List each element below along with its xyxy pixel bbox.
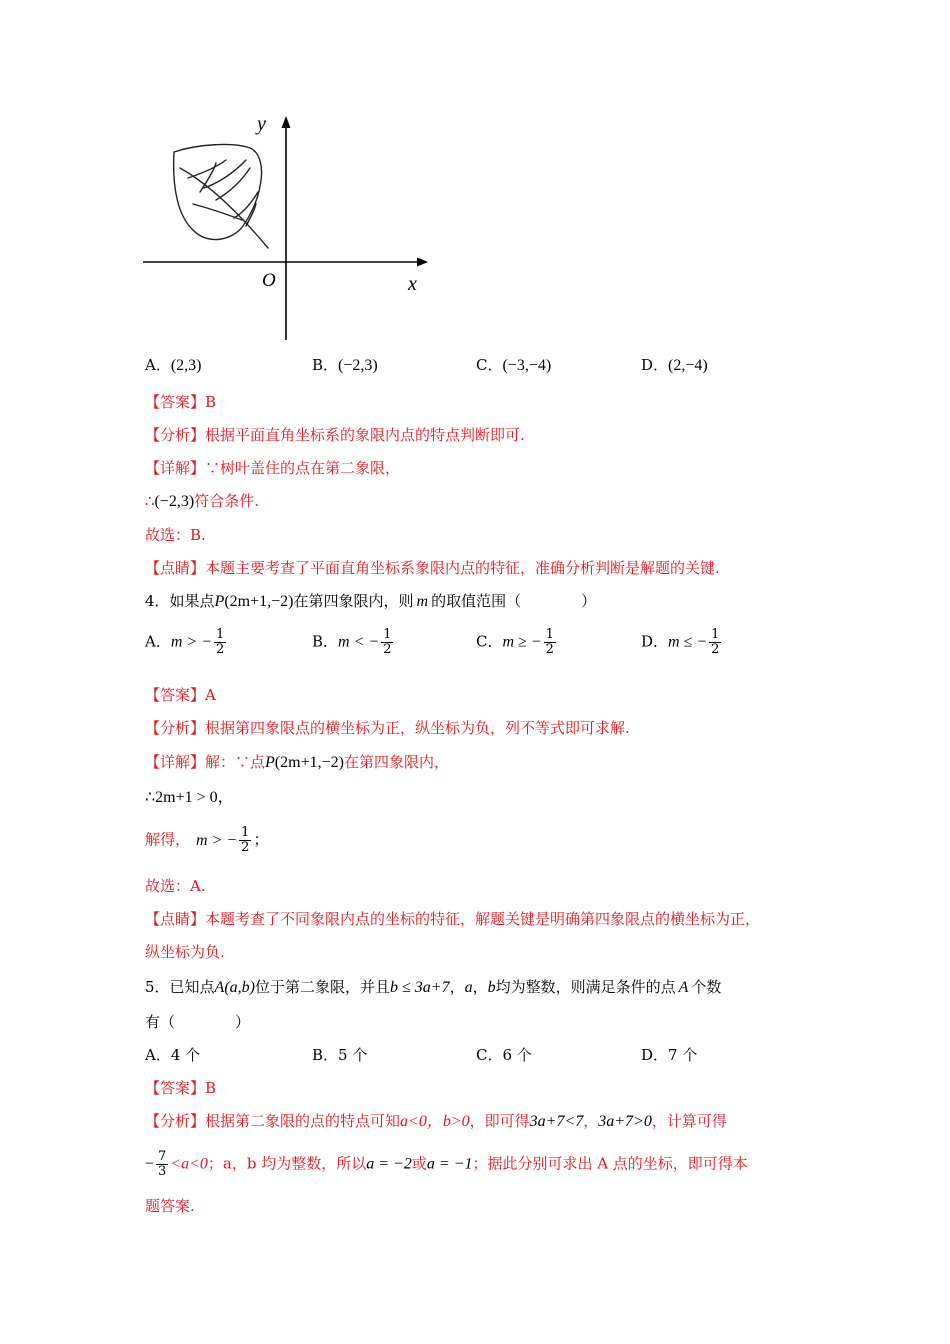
- origin-label: O: [262, 270, 276, 291]
- q5-option-d[interactable]: D．7 个: [641, 1046, 698, 1064]
- q3-choose: 故选：B.: [145, 526, 206, 544]
- q3-analysis: 【分析】根据平面直角坐标系的象限内点的特点判断即可.: [145, 426, 525, 444]
- q5-stem-line1: 5．已知点A(a,b)位于第二象限，并且b ≤ 3a+7，a，b均为整数，则满足条件的点 A 个数: [145, 978, 722, 996]
- q5-option-c[interactable]: C．6 个: [476, 1046, 532, 1064]
- q5-stem-line2: 有（ ）: [145, 1013, 251, 1031]
- q4-option-b[interactable]: B．m < − $\frac{1}{2}$: [312, 627, 392, 657]
- q4-stem: 4．如果点P(2m+1,−2)在第四象限内，则 m 的取值范围（ ）: [145, 592, 597, 610]
- q3-therefore: ∴(−2,3)符合条件.: [145, 492, 260, 510]
- q5-analysis-line3: 题答案.: [145, 1197, 195, 1215]
- fraction: $\frac{7}{3}$: [158, 1149, 167, 1179]
- q4-answer: 【答案】A: [145, 686, 216, 704]
- q4-analysis: 【分析】根据第四象限点的横坐标为正，纵坐标为负，列不等式即可求解.: [145, 719, 630, 737]
- q3-option-d[interactable]: D．(2,−4): [641, 356, 708, 374]
- q3-detail: 【详解】∵树叶盖住的点在第二象限，: [145, 459, 401, 477]
- fraction: $\frac{1}{2}$: [383, 627, 392, 657]
- fraction: $\frac{1}{2}$: [711, 627, 720, 657]
- q4-comment-line1: 【点睛】本题考查了不同象限内点的坐标的特征，解题关键是明确第四象限点的横坐标为正，: [145, 910, 761, 928]
- y-axis-label: y: [257, 113, 266, 135]
- q3-comment: 【点睛】本题主要考查了平面直角坐标系象限内点的特征，准确分析判断是解题的关键.: [145, 559, 720, 577]
- x-axis-label: x: [408, 273, 417, 295]
- fraction: $\frac{1}{2}$: [216, 627, 225, 657]
- q4-option-d[interactable]: D．m ≤ − $\frac{1}{2}$: [641, 627, 720, 657]
- q4-inequality: ∴2m+1 > 0，: [145, 789, 234, 806]
- q5-answer: 【答案】B: [145, 1079, 217, 1097]
- q5-option-b[interactable]: B．5 个: [312, 1046, 368, 1064]
- q4-comment-line2: 纵坐标为负.: [145, 943, 225, 961]
- q3-answer: 【答案】B: [145, 393, 217, 411]
- fraction: $\frac{1}{2}$: [241, 825, 250, 855]
- q4-option-a[interactable]: A．m > − $\frac{1}{2}$: [145, 627, 225, 657]
- q4-option-c[interactable]: C．m ≥ − $\frac{1}{2}$: [476, 627, 554, 657]
- q5-analysis-line2: − $\frac{7}{3}$ <a<0；a，b 均为整数，所以a = −2或a = −1；据此分别可求出 A 点的坐标，即可得本: [145, 1149, 748, 1179]
- leaf-drawing: [174, 145, 268, 248]
- q3-option-a[interactable]: A．(2,3): [145, 356, 202, 374]
- y-axis: [282, 116, 291, 340]
- q4-solve: 解得， m > − $\frac{1}{2}$ ；: [145, 825, 269, 855]
- coordinate-figure: [138, 108, 438, 348]
- q3-option-b[interactable]: B．(−2,3): [312, 356, 378, 374]
- q3-option-c[interactable]: C．(−3,−4): [476, 356, 552, 374]
- q4-choose: 故选：A.: [145, 877, 206, 895]
- q5-option-a[interactable]: A．4 个: [145, 1046, 201, 1064]
- fraction: $\frac{1}{2}$: [545, 627, 554, 657]
- q4-detail: 【详解】解：∵点P(2m+1,−2)在第四象限内，: [145, 753, 449, 771]
- q5-analysis-line1: 【分析】根据第二象限的点的特点可知a<0，b>0，即可得3a+7<7，3a+7>0，计算可得: [145, 1112, 727, 1130]
